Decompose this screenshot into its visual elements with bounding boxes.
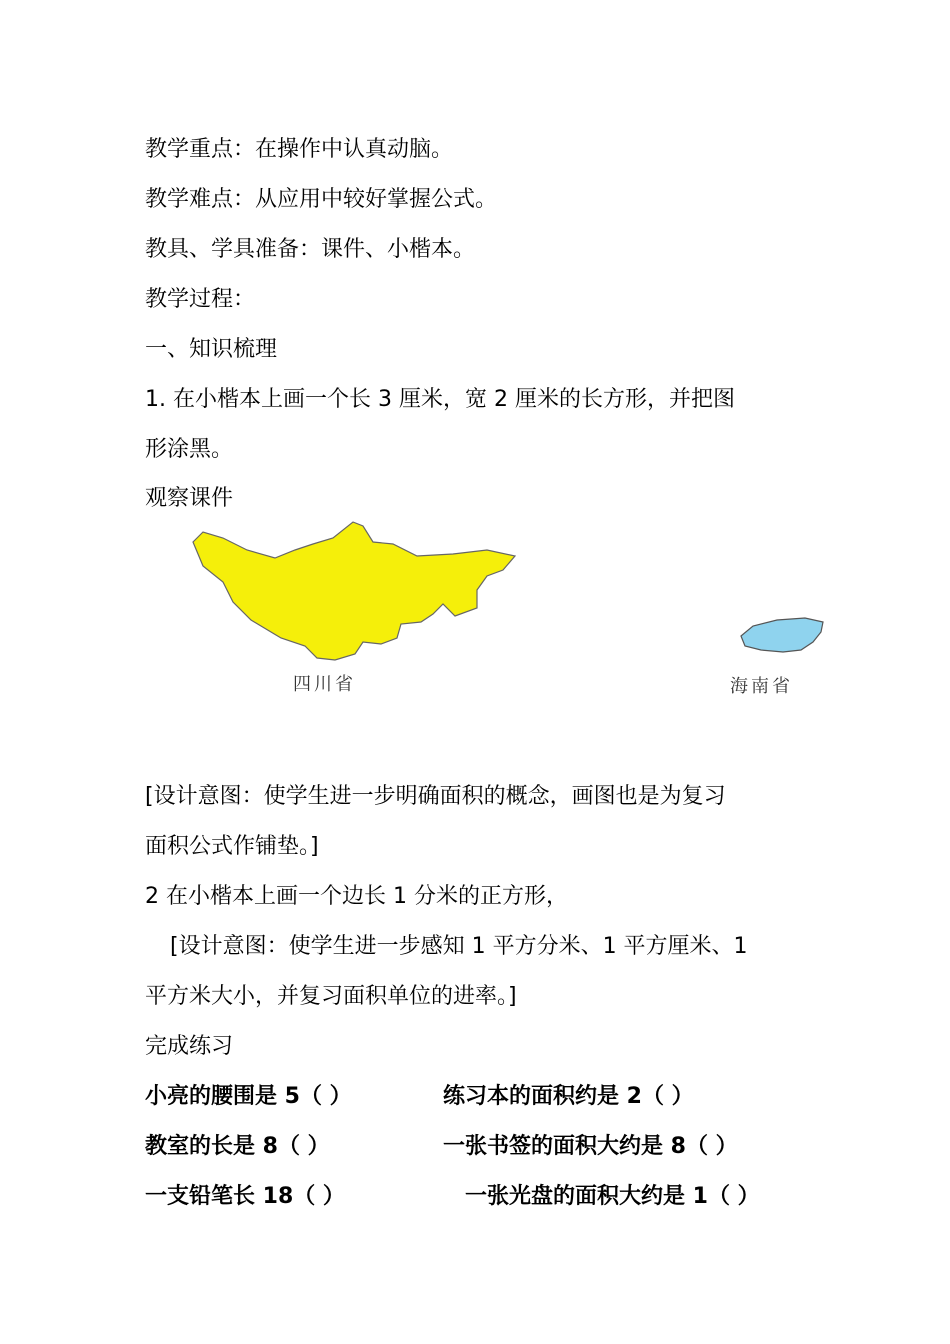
task-1-line-2: 形涂黑。 [145,437,234,462]
sichuan-label: 四川省 [293,674,356,695]
exercise-right: 一张光盘的面积大约是 1（ ） [465,1184,760,1209]
observe-courseware: 观察课件 [145,486,234,511]
task-1-line-1: 1. 在小楷本上画一个长 3 厘米，宽 2 厘米的长方形，并把图 [145,387,735,412]
province-map-figure [185,520,865,705]
design-intent-2-line-1: [设计意图：使学生进一步感知 1 平方分米、1 平方厘米、1 [170,934,748,959]
exercise-left: 一支铅笔长 18（ ） [145,1184,345,1209]
task-2: 2 在小楷本上画一个边长 1 分米的正方形， [145,884,568,909]
hainan-province-shape [741,618,823,652]
design-intent-2-line-2: 平方米大小，并复习面积单位的进率。] [145,984,517,1009]
exercise-right: 练习本的面积约是 2（ ） [443,1084,694,1109]
exercise-left: 教室的长是 8（ ） [145,1134,330,1159]
section-knowledge-review: 一、知识梳理 [145,337,278,362]
sichuan-province-shape [193,522,515,660]
teaching-process-heading: 教学过程： [145,287,256,312]
exercise-heading: 完成练习 [145,1034,234,1059]
exercise-left: 小亮的腰围是 5（ ） [145,1084,352,1109]
hainan-label: 海南省 [730,676,793,697]
exercise-right: 一张书签的面积大约是 8（ ） [443,1134,738,1159]
teaching-focus: 教学重点：在操作中认真动脑。 [145,137,454,162]
teaching-difficulty: 教学难点：从应用中较好掌握公式。 [145,187,498,212]
design-intent-1-line-1: [设计意图：使学生进一步明确面积的概念，画图也是为复习 [145,784,726,809]
design-intent-1-line-2: 面积公式作铺垫。] [145,834,319,859]
teaching-materials: 教具、学具准备：课件、小楷本。 [145,237,476,262]
